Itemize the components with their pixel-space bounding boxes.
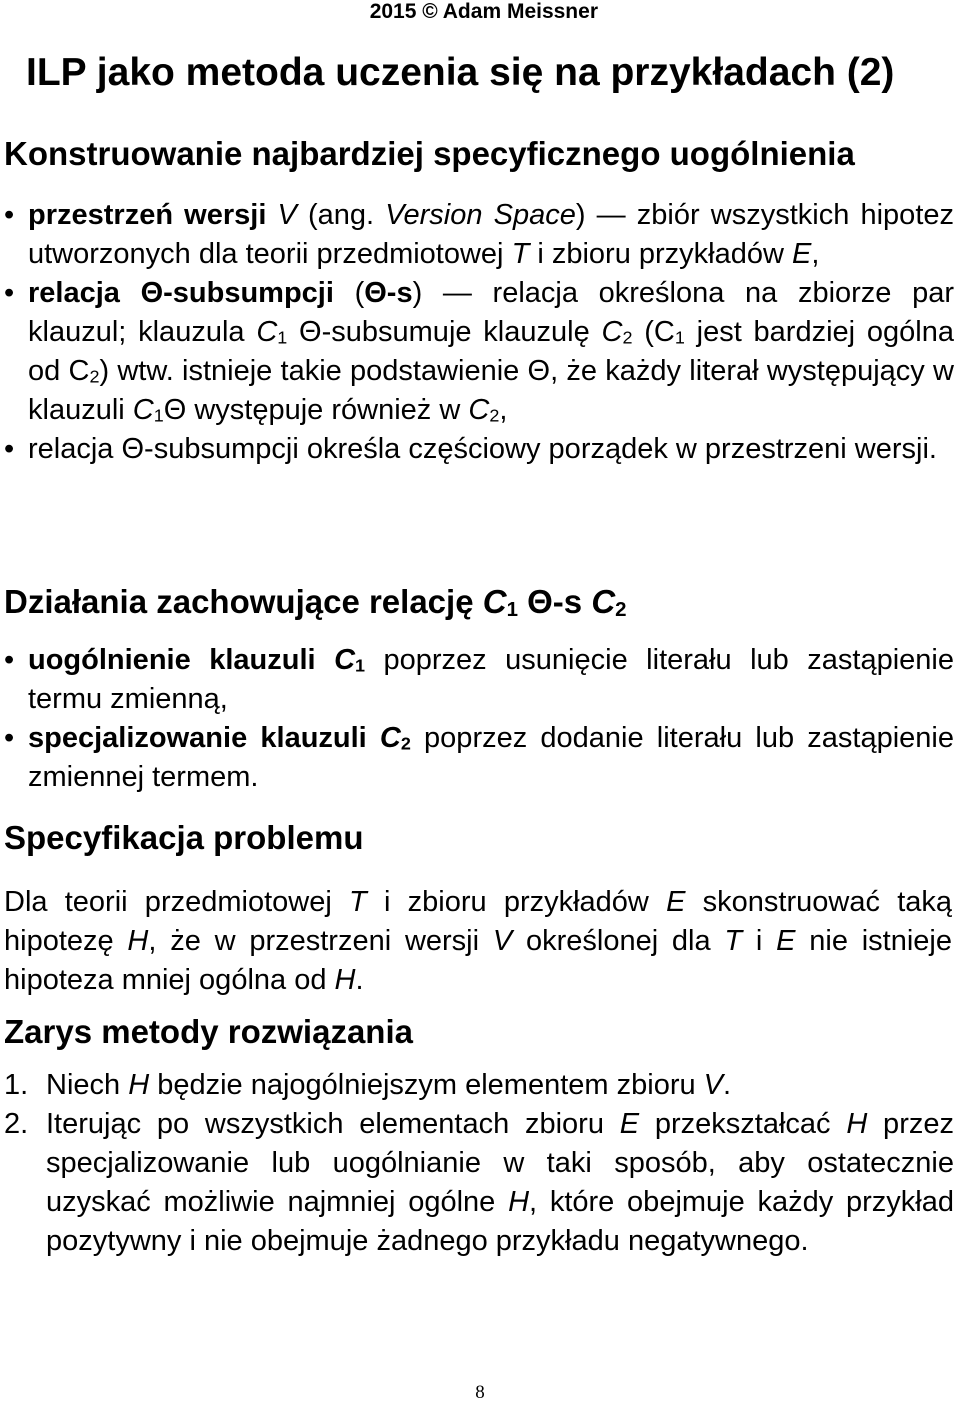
list-item-generalization: • uogólnienie klauzuli $C_1$ poprzez usunięcie literału lub zastąpienie termu zmienną, [0,641,954,719]
list-item-partial-order: • relacja Θ-subsumpcji określa częściowy porządek w przestrzeni wersji. [0,430,954,469]
bullet-icon: • [4,199,15,231]
section-heading-construction: Konstruowanie najbardziej specyficznego uogólnienia [4,135,855,172]
list-item-version-space: • przestrzeń wersji V (ang. Version Space) — zbiór wszystkich hipotez utworzonych dla teorii przedmiotowej T i zbioru przykładów E, [0,196,954,274]
problem-spec-paragraph: Dla teorii przedmiotowej T i zbioru przykładów E skonstruować taką hipotezę H, że w przestrzeni wersji V określonej dla T i E nie istnieje hipoteza mniej ogólna od H. [4,886,953,996]
page-title: ILP jako metoda uczenia się na przykładach (2) [26,51,895,94]
list-item-specialization: • specjalizowanie klauzuli $C_2$ poprzez dodanie literału lub zastąpienie zmiennej termem. [0,719,954,797]
method-step-1: 1. Niech H będzie najogólniejszym elementem zbioru V. [4,1066,954,1105]
step-number: 2. [4,1108,29,1140]
section-heading-method-outline: Zarys metody rozwiązania [4,1013,413,1050]
bullet-icon: • [4,277,15,309]
bullet-icon: • [4,644,15,676]
bullet-icon: • [4,722,15,754]
page-number: 8 [475,1382,485,1403]
step-number: 1. [4,1069,29,1101]
section-heading-operations: Działania zachowujące relację $C_1$ Θ-s $C_2$ [4,583,627,622]
operations-list [0,641,954,797]
method-steps-list [4,1066,954,1261]
section-heading-problem-spec: Specyfikacja problemu [4,819,364,856]
bullet-icon: • [4,433,15,465]
list-item-theta-subsumption: • relacja Θ-subsumpcji (Θ-s) — relacja określona na zbiorze par klauzul; klauzula $C_1$ Θ-subsumuje klauzulę $C_2$ ($C_1$ jest bardziej ogólna od $C_2$) wtw. istnieje takie podstawienie Θ, że każdy literał występujący w klauzuli $C_1\Theta$ występuje również w $C_2$, [0,274,954,430]
copyright-notice: 2015 © Adam Meissner [369,0,598,23]
construction-list [0,196,954,469]
method-step-2: 2. Iterując po wszystkich elementach zbioru E przekształcać H przez specjalizowanie lub uogólnianie w taki sposób, aby ostatecznie uzyskać możliwie najmniej ogólne H, które obejmuje każdy przykład pozytywny i nie obejmuje żadnego przykładu negatywnego. [4,1105,954,1261]
